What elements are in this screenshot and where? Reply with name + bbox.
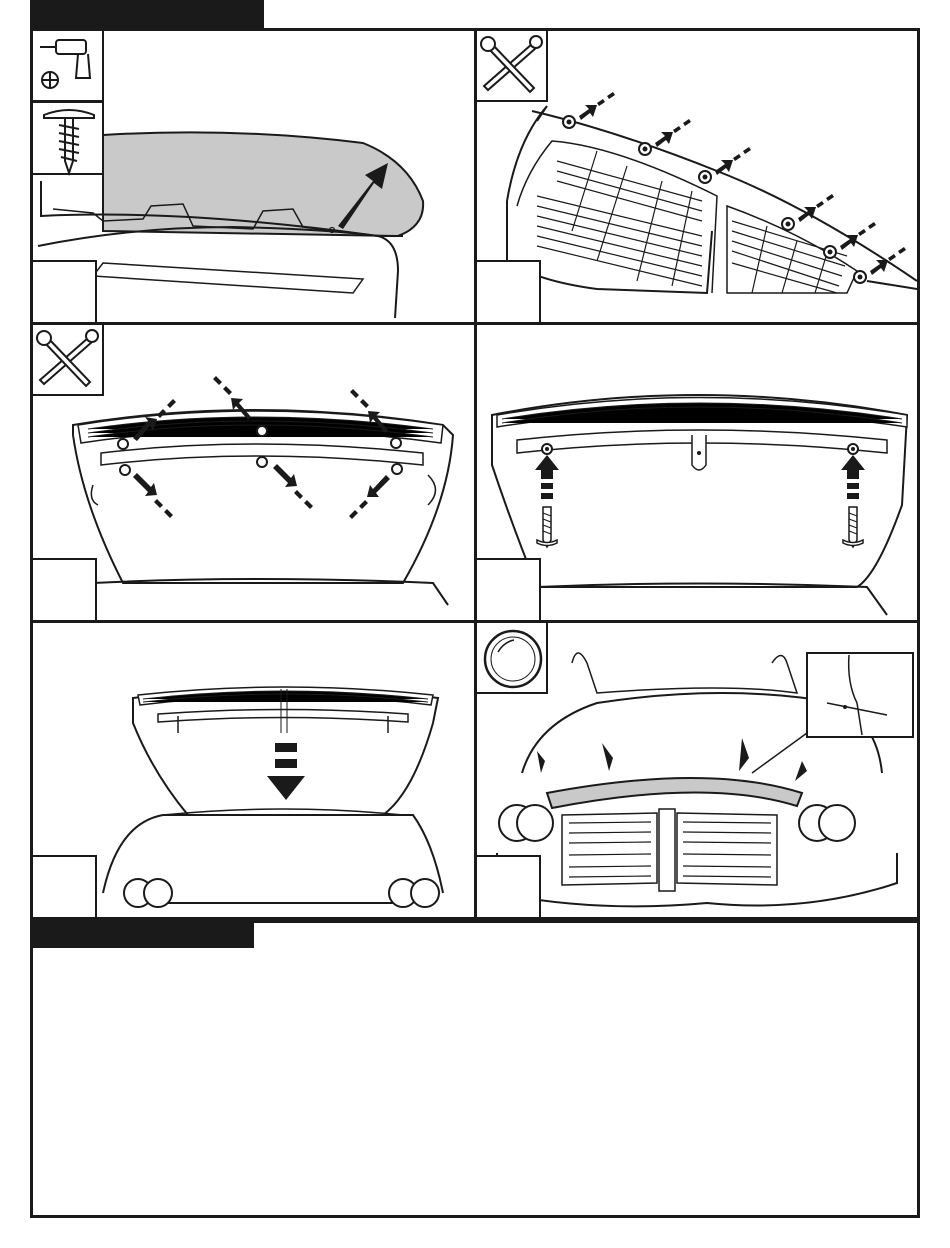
step-number-box bbox=[33, 855, 97, 917]
instructions-header-bar bbox=[30, 0, 264, 28]
step-3-panel bbox=[33, 325, 474, 620]
step-2-panel bbox=[477, 31, 917, 322]
step-4-panel bbox=[477, 325, 917, 620]
hood-close-drawing bbox=[33, 623, 474, 917]
power-drill-icon bbox=[33, 31, 104, 102]
wrench-icon bbox=[477, 31, 548, 102]
step-number-box bbox=[33, 260, 97, 322]
step-1-panel bbox=[33, 31, 474, 322]
step-number-box bbox=[477, 855, 541, 917]
step-6-panel bbox=[477, 623, 917, 917]
cleaning-pad-icon bbox=[477, 623, 548, 694]
notes-frame bbox=[30, 920, 920, 1218]
step-number-box bbox=[477, 260, 541, 322]
push-pin-fastener-icon bbox=[33, 101, 104, 175]
step-number-box bbox=[477, 558, 541, 620]
clip-removal-drawing bbox=[477, 325, 917, 620]
step-number-box bbox=[33, 558, 97, 620]
wrench-icon bbox=[33, 325, 104, 396]
step-5-panel bbox=[33, 623, 474, 917]
